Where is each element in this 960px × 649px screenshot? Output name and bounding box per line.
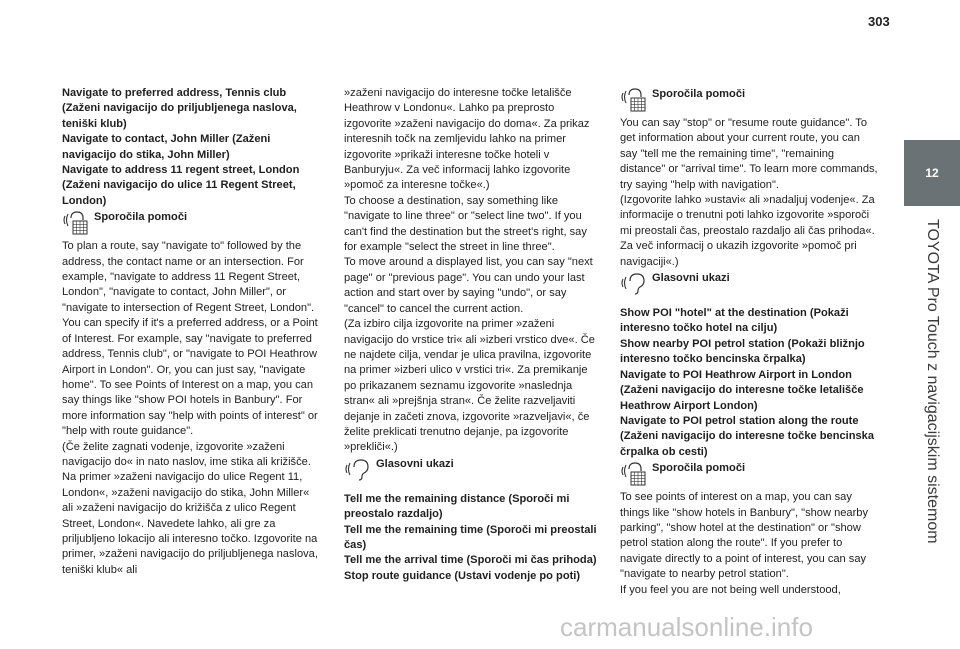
commands-heading <box>344 457 602 483</box>
voice-command-list: Navigate to preferred address, Tennis club (Zaženi navigacijo do priljubljenega naslova, teniški klub) Navigate to contact, John Miller (Zaženi navigacijo do stika, John Miller) Navigate to address 11 regent street, London (Zaženi navigacijo do ulice 11 Regent Street, London) <box>62 87 300 207</box>
voice-help-icon <box>620 87 650 113</box>
help-body: To see points of interest on a map, you can say things like "show hotels in Banbury", "show nearby parking", "show hotel at the destination" or "show petrol station along the route". If you prefer to navigate directly to a point of interest, you can say "navigate to nearby petrol station". If you feel you are not being well understood, <box>620 491 868 596</box>
help-body: To plan a route, say "navigate to" followed by the address, the contact name or an intersection. For example, "navigate to address 11 Regent Street, London", "navigate to contact, John Miller", or "navigate to intersection of Regent Street, London". You can specify if it's a preferred address, or a Point of Interest. For example, say "navigate to preferred address, Tennis club", or "navigate to POI Heathrow Airport in London". Or, you can just say, "navigate home". To see Points of Interest on a map, you can say things like "show POI hotels in Banbury". For more information say "help with points of interest" or "help with route guidance". (Če želite zagnati vodenje, izgovorite »zaženi navigacijo do« in nato naslov, ime stika ali križišče. Na primer »zaženi navigacijo do ulice Regent 11, London«, »zaženi navigacijo do stika, John Miller« ali »zaženi navigacijo do križišča z ulico Regent Street, London«. Navedete lahko, ali gre za priljubljeno lokacijo ali interesno točko. Izgovorite na primer, »zaženi navigacijo do priljubljenega naslova, teniški klub« ali <box>62 240 318 576</box>
help-heading-label: Sporočila pomoči <box>94 211 188 224</box>
watermark: carmanualsonline.info <box>560 612 813 642</box>
commands-heading-label: Glasovni ukazi <box>652 272 730 285</box>
column-2 <box>344 86 602 584</box>
voice-help-icon <box>620 461 650 487</box>
voice-command-icon <box>620 271 650 297</box>
help-heading <box>620 461 878 487</box>
column-3 <box>620 86 878 598</box>
voice-command-list: Show POI "hotel" at the destination (Pokaži interesno točko hotel na cilju) Show nearby POI petrol station (Pokaži bližnjo interesno točko bencinska črpalka) Navigate to POI Heathrow Airport in London (Zaženi navigacijo do interesne točke letališče Heathrow Airport London) Navigate to POI petrol station along the route (Zaženi navigacijo do interesne točke bencinska črpalka ob cesti) <box>620 307 875 458</box>
chapter-title-wrap <box>904 216 960 546</box>
help-heading <box>620 87 878 113</box>
voice-command-list: Tell me the remaining distance (Sporoči mi preostalo razdaljo) Tell me the remaining time (Sporoči mi preostali čas) Tell me the arrival time (Sporoči mi čas prihoda) Stop route guidance (Ustavi vodenje po poti) <box>344 492 597 582</box>
help-body-continued: »zaženi navigacijo do interesne točke letališče Heathrow v Londonu«. Lahko pa preprosto izgovorite »zaženi navigacijo do doma«. Za prikaz interesnih točk na zemljevidu lahko na primer izgovorite »prikaži interesne točke hoteli v Banburyju«. Za več informacij lahko izgovorite »pomoč za interesne točke«.) To choose a destination, say something like "navigate to line three" or "select line two". If you can't find the destination but the street's right, say for example "select the street in line three". To move around a displayed list, you can say "next page" or "previous page". You can undo your last action and start over by saying "undo", or say "cancel" to cancel the current action. (Za izbiro cilja izgovorite na primer »zaženi navigacijo do vrstice tri« ali »izberi vrstico dve«. Če ne najdete cilja, vendar je ulica pravilna, izgovorite na primer »izberi ulico v vrstici tri«. Za premikanje po prikazanem seznamu izgovorite »naslednja stran« ali »prejšnja stran«. Če želite razveljaviti dejanje in začeti znova, izgovorite »razveljavi«, če želite preklicati trenutno dejanje, pa izgovorite »prekliči«.) <box>344 87 595 454</box>
page-number: 303 <box>868 14 890 29</box>
commands-heading-label: Glasovni ukazi <box>376 457 454 470</box>
chapter-title: TOYOTA Pro Touch z navigacijskim sistemom <box>924 218 941 544</box>
commands-heading <box>620 271 878 297</box>
help-heading <box>62 210 320 236</box>
help-body: You can say "stop" or "resume route guidance". To get information about your current route, you can say "tell me the remaining time", "remaining distance" or "arrival time". To learn more commands, try saying "help with navigation". (Izgovorite lahko »ustavi« ali »nadaljuj vodenje«. Za informacije o trenutni poti lahko izgovorite »sporoči mi preostali čas, preostalo razdaljo ali čas prihoda«. Za več informacij o ukazih izgovorite »pomoč pri navigaciji«.) <box>620 117 878 268</box>
chapter-side-tab <box>904 0 960 649</box>
column-1 <box>62 86 320 578</box>
help-heading-label: Sporočila pomoči <box>652 462 746 475</box>
chapter-number: 12 <box>904 140 960 206</box>
voice-help-icon <box>62 210 92 236</box>
help-heading-label: Sporočila pomoči <box>652 88 746 100</box>
voice-command-icon <box>344 457 374 483</box>
